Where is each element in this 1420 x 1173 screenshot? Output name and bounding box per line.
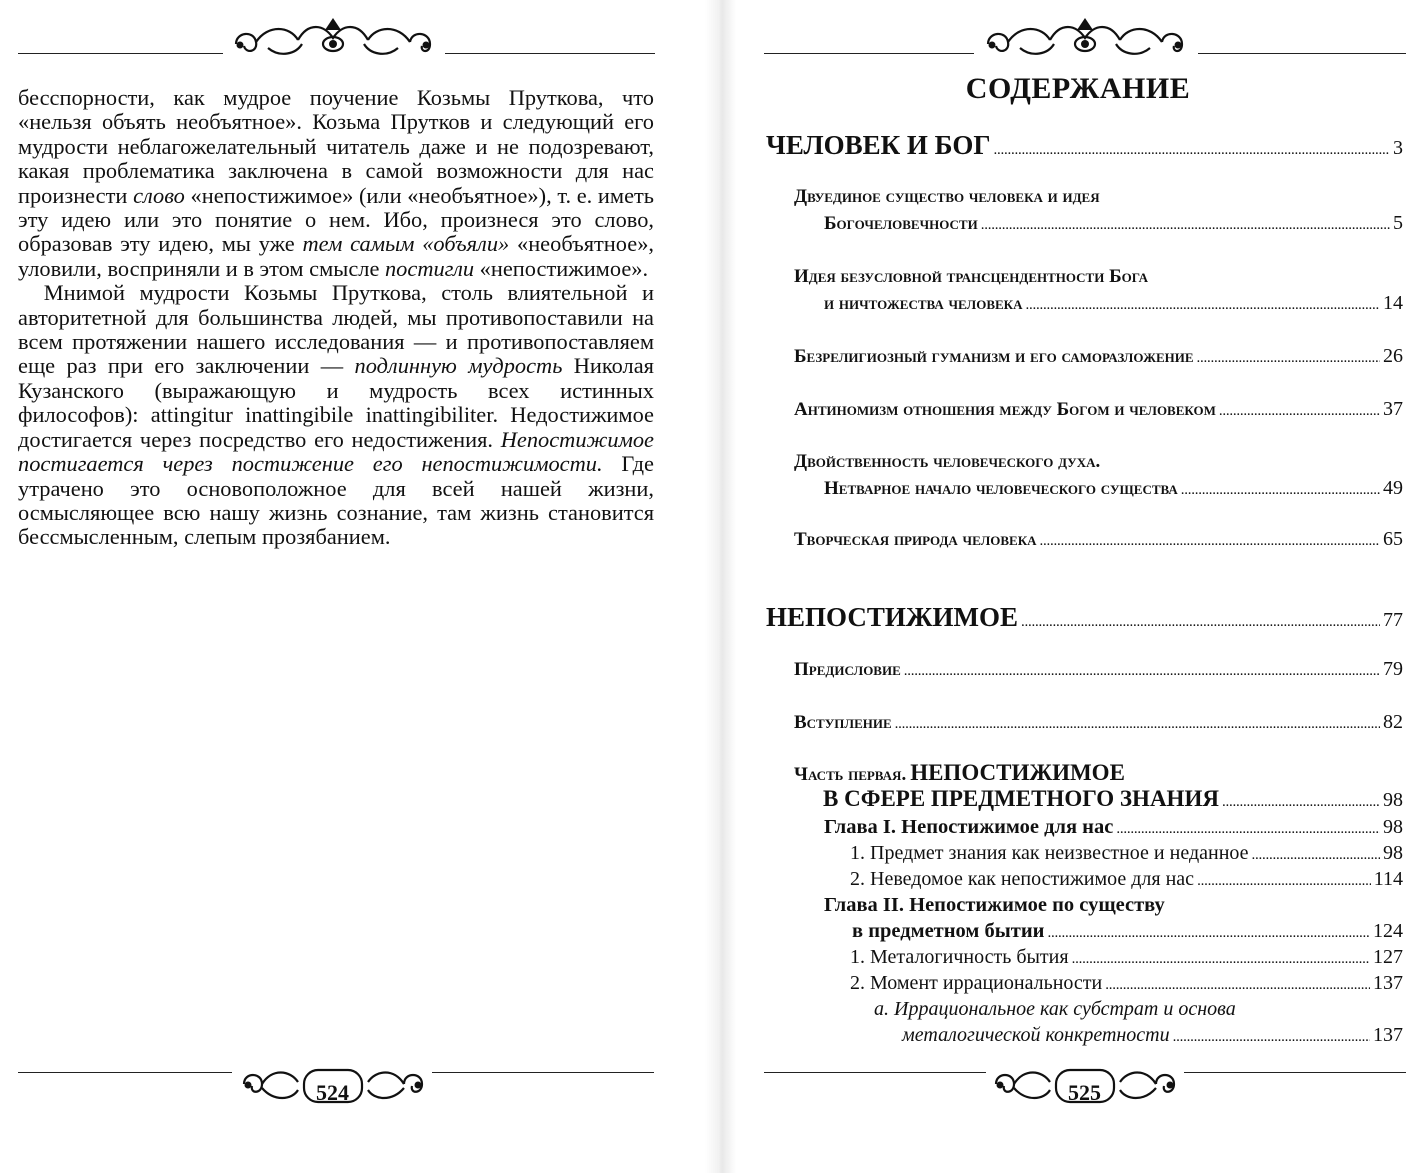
toc-entry-title: Двуединое существо человека и идея [794, 186, 1100, 207]
toc-entry[interactable]: Вступление . . . 82 [794, 711, 1403, 734]
left-page [0, 0, 705, 1173]
toc-entry[interactable]: 2. Неведомое как непостижимое для нас . . . 114 [850, 868, 1403, 891]
page-number: 525 [1068, 1080, 1101, 1105]
toc-entry-part-1[interactable]: ЧЕЛОВЕК И БОГ . . . 3 [766, 130, 1403, 161]
toc-entry[interactable]: Нетварное начало человеческого существа . . . 49 [824, 477, 1403, 500]
body-text [18, 86, 654, 550]
toc-entry[interactable]: В СФЕРЕ ПРЕДМЕТНОГО ЗНАНИЯ . . . 98 [823, 786, 1403, 812]
right-page [736, 0, 1420, 1173]
toc-entry[interactable]: Творческая природа человека . . . 65 [794, 528, 1403, 551]
toc-entry[interactable]: в предметном бытии . . . 124 [852, 920, 1403, 943]
footer-rule-left [764, 1072, 986, 1073]
footer-rule-right [432, 1072, 654, 1073]
header-rule-left [764, 53, 974, 54]
toc-entry[interactable]: 2. Момент иррациональности . . . 137 [850, 972, 1403, 995]
page-title: СОДЕРЖАНИЕ [965, 72, 1191, 105]
toc-entry[interactable]: металогической конкретности . . . 137 [902, 1024, 1403, 1047]
header-rule-left [18, 53, 223, 54]
toc-entry-part-2[interactable]: НЕПОСТИЖИМОЕ . . . 77 [766, 602, 1403, 633]
paragraph-1: бесспорности, как мудрое поучение Козьмы Пруткова, что «нельзя объять необъятное». Козьма Прутков и следующий его мудрости неблагожелательный читатель даже и не подозревают, какая проблематика заключена в самой возможности для нас произнести слово «непостижимое» (или «необъятное»), т. е. иметь эту идею или это понятие о нем. Ибо, произнеся это слово, образовав эту идею, мы уже тем самым «объяли» «необъятное», уловили, восприняли и в этом смысле постигли «непостижимое». [18, 85, 655, 281]
toc-entry[interactable]: Безрелигиозный гуманизм и его саморазложение . . . 26 [794, 345, 1403, 368]
page-number: 524 [316, 1080, 349, 1105]
toc-entry-title: Двойственность человеческого духа. [794, 451, 1101, 472]
scroll-ornament-icon [980, 14, 1190, 64]
scroll-ornament-icon [228, 14, 438, 64]
book-gutter [705, 0, 736, 1173]
toc-entry[interactable]: и ничтожества человека . . . 14 [824, 292, 1403, 315]
paragraph-2: Мнимой мудрости Козьмы Пруткова, столь влиятельной и авторитетной для большинства людей, мы противопоставили на всем протяжении нашего исследования — и противопоставляем еще раз при его заключении — подлинную мудрость Николая Кузанского (выражающую и мудрость всех истинных философов): attingitur inattingibile inattingibiliter. Недостижимое достигается через посредство его недостижения. Непостижимое постигается через постижение его непостижимости. Где утрачено это основоположное для всей нашей жизни, осмысляющее всю нашу жизнь сознание, там жизнь становится бессмысленным, слепым прозябанием. [18, 280, 654, 550]
toc-entry[interactable]: Богочеловечности . . . 5 [824, 212, 1403, 235]
toc-entry-title: Часть первая. НЕПОСТИЖИМОЕ [794, 760, 1125, 785]
toc-entry[interactable]: Антиномизм отношения между Богом и человеком . . . 37 [794, 398, 1403, 421]
toc-entry[interactable]: Предисловие . . . 79 [794, 658, 1403, 681]
header-rule-right [445, 53, 655, 54]
footer-rule-left [18, 1072, 232, 1073]
toc-entry[interactable]: Глава I. Непостижимое для нас . . . 98 [824, 816, 1403, 839]
toc-entry-title: а. Иррациональное как субстрат и основа [874, 998, 1236, 1020]
footer-rule-right [1184, 1072, 1406, 1073]
toc-entry[interactable]: 1. Металогичность бытия . . . 127 [850, 946, 1403, 969]
toc-entry-title: Идея безусловной трансцендентности Бога [794, 266, 1149, 287]
toc-entry[interactable]: 1. Предмет знания как неизвестное и неданное . . . 98 [850, 842, 1403, 865]
header-rule-right [1198, 53, 1406, 54]
toc-entry-title: Глава II. Непостижимое по существу [824, 894, 1165, 916]
